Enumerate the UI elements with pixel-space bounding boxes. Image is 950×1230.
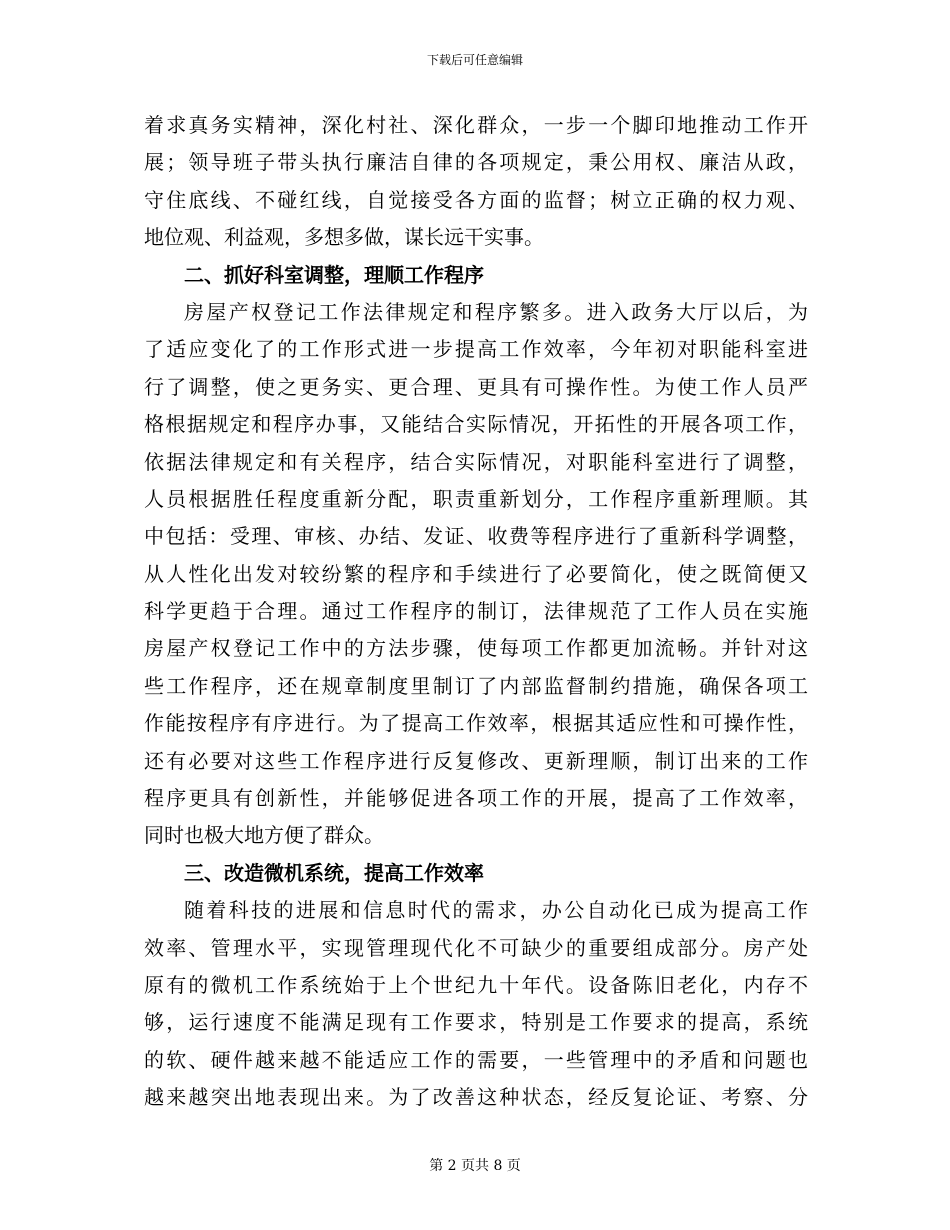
text-line: 效率、管理水平，实现管理现代化不可缺少的重要组成部分。房产处 bbox=[144, 935, 808, 960]
text-line: 人员根据胜任程度重新分配，职责重新划分，工作程序重新理顺。其 bbox=[144, 486, 808, 511]
text-line: 的软、硬件越来越不能适应工作的需要，一些管理中的矛盾和问题也 bbox=[144, 1047, 808, 1072]
page-footer: 第 2 页共 8 页 bbox=[429, 1158, 521, 1174]
text-line: 些工作程序，还在规章制度里制订了内部监督制约措施，确保各项工 bbox=[144, 673, 808, 698]
text-line: 从人性化出发对较纷繁的程序和手续进行了必要简化，使之既简便又 bbox=[144, 561, 808, 586]
text-line: 随着科技的进展和信息时代的需求，办公自动化已成为提高工作 bbox=[184, 898, 808, 923]
text-line: 还有必要对这些工作程序进行反复修改、更新理顺，制订出来的工作 bbox=[144, 748, 808, 773]
text-line: 房屋产权登记工作法律规定和程序繁多。进入政务大厅以后，为 bbox=[184, 299, 808, 324]
text-line: 行了调整，使之更务实、更合理、更具有可操作性。为使工作人员严 bbox=[144, 374, 808, 399]
document-body bbox=[144, 107, 808, 1117]
text-line: 地位观、利益观，多想多做，谋长远干实事。 bbox=[144, 225, 544, 250]
text-line: 同时也极大地方便了群众。 bbox=[144, 823, 384, 848]
text-line: 作能按程序有序进行。为了提高工作效率，根据其适应性和可操作性， bbox=[144, 711, 808, 736]
text-line: 够，运行速度不能满足现有工作要求，特别是工作要求的提高，系统 bbox=[144, 1010, 808, 1035]
text-line: 房屋产权登记工作中的方法步骤，使每项工作都更加流畅。并针对这 bbox=[144, 636, 808, 661]
text-line: 依据法律规定和有关程序，结合实际情况，对职能科室进行了调整， bbox=[144, 449, 808, 474]
section-heading: 三、改造微机系统，提高工作效率 bbox=[184, 860, 484, 885]
text-line: 中包括：受理、审核、办结、发证、收费等程序进行了重新科学调整， bbox=[144, 524, 808, 549]
text-line: 展；领导班子带头执行廉洁自律的各项规定，秉公用权、廉洁从政， bbox=[144, 150, 808, 175]
text-line: 程序更具有创新性，并能够促进各项工作的开展，提高了工作效率， bbox=[144, 786, 808, 811]
text-line: 着求真务实精神，深化村社、深化群众，一步一个脚印地推动工作开 bbox=[144, 113, 808, 137]
text-line: 科学更趋于合理。通过工作程序的制订，法律规范了工作人员在实施 bbox=[144, 599, 808, 624]
text-line: 原有的微机工作系统始于上个世纪九十年代。设备陈旧老化，内存不 bbox=[144, 972, 808, 997]
text-line: 了适应变化了的工作形式进一步提高工作效率，今年初对职能科室进 bbox=[144, 337, 808, 362]
text-line: 越来越突出地表现出来。为了改善这种状态，经反复论证、考察、分 bbox=[144, 1085, 808, 1110]
page-header: 下载后可任意编辑 bbox=[426, 53, 523, 67]
section-heading: 二、抓好科室调整，理顺工作程序 bbox=[184, 262, 484, 287]
text-line: 格根据规定和程序办事，又能结合实际情况，开拓性的开展各项工作， bbox=[144, 412, 808, 437]
text-line: 守住底线、不碰红线，自觉接受各方面的监督；树立正确的权力观、 bbox=[144, 187, 808, 212]
